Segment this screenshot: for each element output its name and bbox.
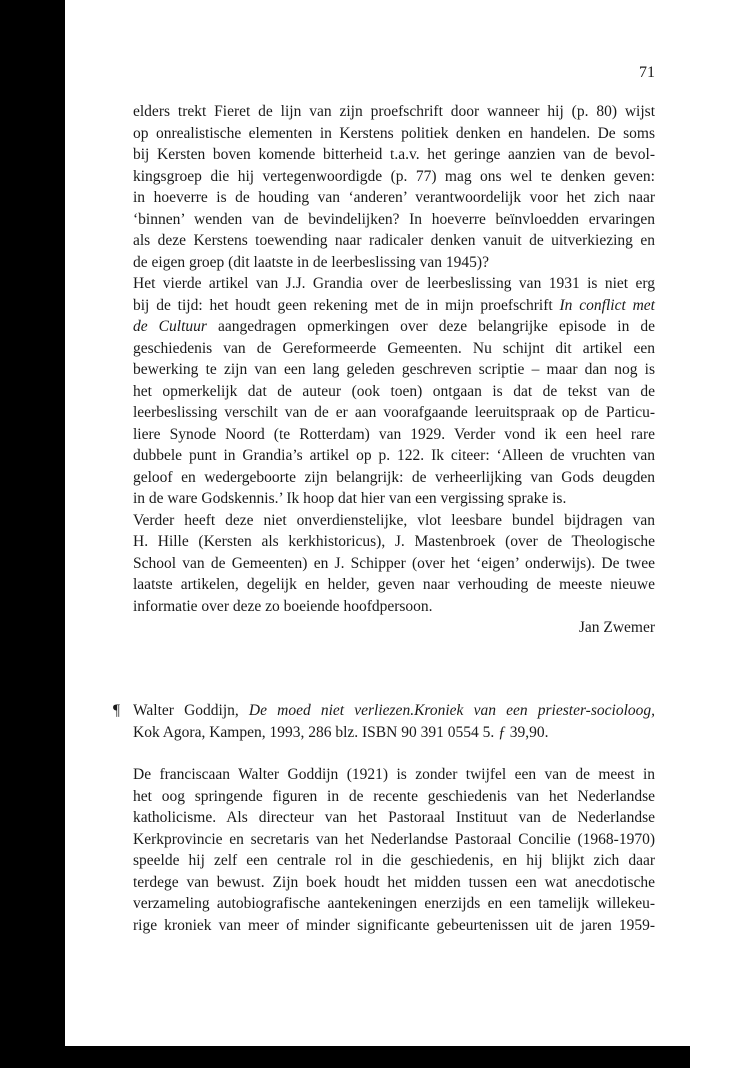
review-line: bewerking te zijn van een lang geleden geschreven scriptie – maar dan nog is (133, 361, 655, 378)
scan-border-bottom (0, 1046, 690, 1068)
review-line: leerbeslissing verschilt van de er aan voorafgaande leeruitspraak op de Particu- (133, 404, 655, 421)
book-reference (133, 700, 655, 743)
review-text (133, 101, 655, 639)
review-line: kingsgroep die hij vertegenwoordigde (p. 77) mag ons wel te denken geven: (133, 167, 655, 185)
book-price: 39,90. (505, 723, 549, 741)
book-title: De moed niet verliezen. (248, 702, 415, 719)
next-review-line: Kerkprovincie en secretaris van het Nederlandse Pastoraal Concilie (1968-1970) (133, 830, 655, 848)
next-review-text (133, 764, 655, 936)
review-line: liere Synode Noord (te Rotterdam) van 1929. Verder vond ik een heel rare (133, 425, 655, 443)
next-review-line: speelde hij zelf een centrale rol in die geschiedenis, en hij blijkt zich daar (133, 852, 655, 869)
review-text-run: aangedragen opmerkingen over deze belangrijke episode in de (206, 318, 655, 335)
review-line: als deze Kerstens toewending naar radicaler denken vanuit de uitverkiezing en (133, 232, 655, 249)
review-line: de eigen groep (dit laatste in de leerbeslissing van 1945)? (133, 253, 489, 271)
review-line: informatie over deze zo boeiende hoofdpersoon. (133, 597, 433, 615)
review-line: laatste artikelen, degelijk en helder, geven naar verhouding de meeste nieuwe (133, 576, 655, 593)
book-author: Walter Goddijn, (133, 702, 249, 719)
cited-title: de Cultuur (133, 318, 207, 335)
next-review-line: rige kroniek van meer of minder significante gebeurtenissen uit de jaren 1959- (133, 916, 655, 934)
review-line-with-title (133, 316, 655, 338)
review-line: bij Kersten boven komende bitterheid t.a.v. het geringe aanzien van de bevol- (133, 146, 655, 163)
review-line: elders trekt Fieret de lijn van zijn proefschrift door wanneer hij (p. 80) wijst (133, 103, 655, 120)
book-publication-line (133, 722, 655, 744)
scan-border-left (0, 0, 65, 1068)
page-number: 71 (639, 64, 655, 81)
book-subtitle: Kroniek van een priester-socioloog, (414, 702, 655, 719)
review-line-with-title (133, 295, 655, 317)
next-review-line: katholicisme. Als directeur van het Pastoraal Instituut van de Nederlandse (133, 809, 655, 826)
book-reference-line (133, 700, 655, 722)
book-publication: Kok Agora, Kampen, 1993, 286 blz. ISBN 90 391 0554 5. (133, 723, 499, 741)
review-line: op onrealistische elementen in Kerstens politiek denken en handelen. De soms (133, 124, 655, 142)
review-line: Verder heeft deze niet onverdienstelijke, vlot leesbare bundel bijdragen van (133, 511, 655, 529)
next-review-line: verzameling autobiografische aantekeningen enerzijds en een tamelijk willekeu- (133, 895, 655, 912)
next-review-line: het oog springende figuren in de recente geschiedenis van het Nederlandse (133, 787, 655, 805)
review-line: geschiedenis van de Gereformeerde Gemeenten. Nu schijnt dit artikel een (133, 339, 655, 357)
review-line: het opmerkelijk dat de auteur (ook toen) ontgaan is dat de tekst van de (133, 382, 655, 400)
review-line: School van de Gemeenten) en J. Schipper (over het ‘eigen’ onderwijs). De twee (133, 554, 655, 572)
next-review-line: De franciscaan Walter Goddijn (1921) is zonder twijfel een van de meest in (133, 766, 655, 783)
review-line: Het vierde artikel van J.J. Grandia over de leerbeslissing van 1931 is niet erg (133, 275, 655, 292)
review-line: H. Hille (Kersten als kerkhistoricus), J. Mastenbroek (over de Theologische (133, 533, 655, 550)
cited-title: In conflict met (559, 296, 655, 314)
pilcrow-icon: ¶ (113, 702, 121, 719)
review-line: in hoeverre is de houding van ‘anderen’ verantwoordelijk voor het zich naar (133, 189, 655, 206)
next-review-line: terdege van bewust. Zijn boek houdt het midden tussen een wat anecdotische (133, 873, 655, 891)
review-line: ‘binnen’ wenden van de bevindelijken? In hoeverre beïnvloedden ervaringen (133, 210, 655, 228)
review-text-run: bij de tijd: het houdt geen rekening met de in mijn proefschrift (133, 296, 560, 314)
price-symbol: ƒ (498, 723, 506, 741)
review-author: Jan Zwemer (578, 619, 655, 636)
review-line: in de ware Godskennis.’ Ik hoop dat hier van een vergissing sprake is. (133, 490, 567, 507)
review-line: geloof en wedergeboorte zijn belangrijk: de verheerlijking van Gods deugden (133, 468, 655, 486)
review-line: dubbele punt in Grandia’s artikel op p. 122. Ik citeer: ‘Alleen de vruchten van (133, 447, 655, 464)
